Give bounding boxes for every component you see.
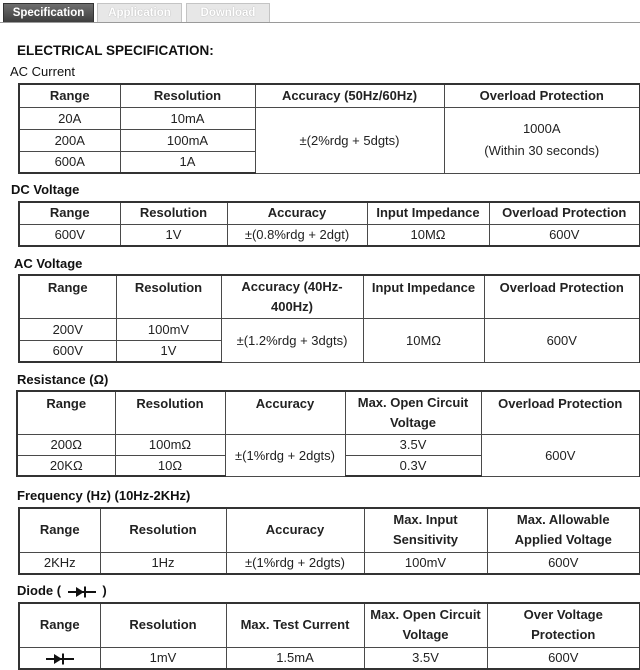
resolution-cell: 100mV [116,318,221,340]
header-cell: Accuracy [226,508,364,552]
diode-symbol-icon [43,652,77,666]
range-cell: 600A [19,151,120,173]
header-cell: Max. Input Sensitivity [364,508,487,552]
header-cell: Resolution [115,391,225,434]
diode-symbol-icon [65,585,99,599]
ac-voltage-table [18,274,640,363]
range-cell: 2KHz [19,552,100,574]
resolution-cell: 1V [120,224,227,246]
protection-note: (Within 30 seconds) [484,143,600,158]
range-cell: 600V [19,340,116,362]
header-cell: Input Impedance [367,202,489,224]
diode-table [18,602,640,670]
tab-specification[interactable]: Specification [3,3,94,22]
header-cell: Range [19,275,116,318]
accuracy-cell: ±(1%rdg + 2dgts) [225,434,345,476]
dc-voltage-table [18,201,640,247]
protection-value: 1000A [522,121,561,136]
applied-voltage-cell: 600V [487,552,640,574]
header-cell: Input Impedance [363,275,484,318]
accuracy-cell: ±(1%rdg + 2dgts) [226,552,364,574]
protection-cell: 600V [484,318,640,362]
tab-application[interactable]: Application [97,3,182,22]
tab-bar [0,0,640,23]
section-title-frequency: Frequency (Hz) (10Hz-2KHz) [17,488,191,503]
frequency-table [18,507,640,575]
range-cell: 200A [19,129,120,151]
resolution-cell: 1A [120,151,255,173]
open-circuit-voltage-cell: 3.5V [345,434,481,455]
open-circuit-voltage-cell: 0.3V [345,455,481,476]
accuracy-cell: ±(2%rdg + 5dgts) [255,107,444,173]
header-cell: Accuracy [225,391,345,434]
resolution-cell: 100mA [120,129,255,151]
header-cell: Overload Protection [444,84,640,107]
test-current-cell: 1.5mA [226,647,364,669]
resolution-cell: 1mV [100,647,226,669]
header-cell: Over Voltage Protection [487,603,640,647]
tab-download[interactable]: Download [186,3,270,22]
header-cell: Resolution [116,275,221,318]
header-cell: Resolution [120,202,227,224]
header-cell: Overload Protection [481,391,640,434]
header-cell: Accuracy (50Hz/60Hz) [255,84,444,107]
header-cell: Range [19,84,120,107]
section-title-ac-voltage: AC Voltage [14,256,83,271]
sensitivity-cell: 100mV [364,552,487,574]
section-title-ac-current: AC Current [10,64,76,79]
section-title-dc-voltage: DC Voltage [11,182,80,197]
ac-current-table [18,83,640,174]
resolution-cell: 1V [116,340,221,362]
range-cell [19,647,100,669]
open-circuit-voltage-cell: 3.5V [364,647,487,669]
impedance-cell: 10MΩ [363,318,484,362]
resolution-cell: 1Hz [100,552,226,574]
header-cell: Range [19,508,100,552]
header-cell: Max. Allowable Applied Voltage [487,508,640,552]
header-cell: Resolution [100,508,226,552]
accuracy-cell: ±(0.8%rdg + 2dgt) [227,224,367,246]
protection-cell [444,107,640,173]
diode-title-prefix: Diode ( [17,583,62,598]
range-cell: 200Ω [17,434,115,455]
protection-cell: 600V [481,434,640,476]
resolution-cell: 10Ω [115,455,225,476]
resolution-cell: 100mΩ [115,434,225,455]
diode-title-suffix: ) [102,583,107,598]
header-cell: Max. Test Current [226,603,364,647]
range-cell: 200V [19,318,116,340]
page-title: ELECTRICAL SPECIFICATION: [17,43,214,58]
header-cell: Range [19,202,120,224]
section-title-diode [17,583,107,599]
header-cell: Range [17,391,115,434]
header-cell: Accuracy [227,202,367,224]
protection-cell: 600V [489,224,640,246]
header-cell: Resolution [100,603,226,647]
header-cell: Max. Open Circuit Voltage [345,391,481,434]
impedance-cell: 10MΩ [367,224,489,246]
range-cell: 600V [19,224,120,246]
section-title-resistance: Resistance (Ω) [17,372,109,387]
header-cell: Max. Open Circuit Voltage [364,603,487,647]
header-cell: Resolution [120,84,255,107]
accuracy-cell: ±(1.2%rdg + 3dgts) [221,318,363,362]
resolution-cell: 10mA [120,107,255,129]
protection-cell: 600V [487,647,640,669]
header-cell: Overload Protection [484,275,640,318]
range-cell: 20KΩ [17,455,115,476]
header-cell: Range [19,603,100,647]
resistance-table [16,390,640,477]
range-cell: 20A [19,107,120,129]
header-cell: Overload Protection [489,202,640,224]
header-cell: Accuracy (40Hz-400Hz) [221,275,363,318]
